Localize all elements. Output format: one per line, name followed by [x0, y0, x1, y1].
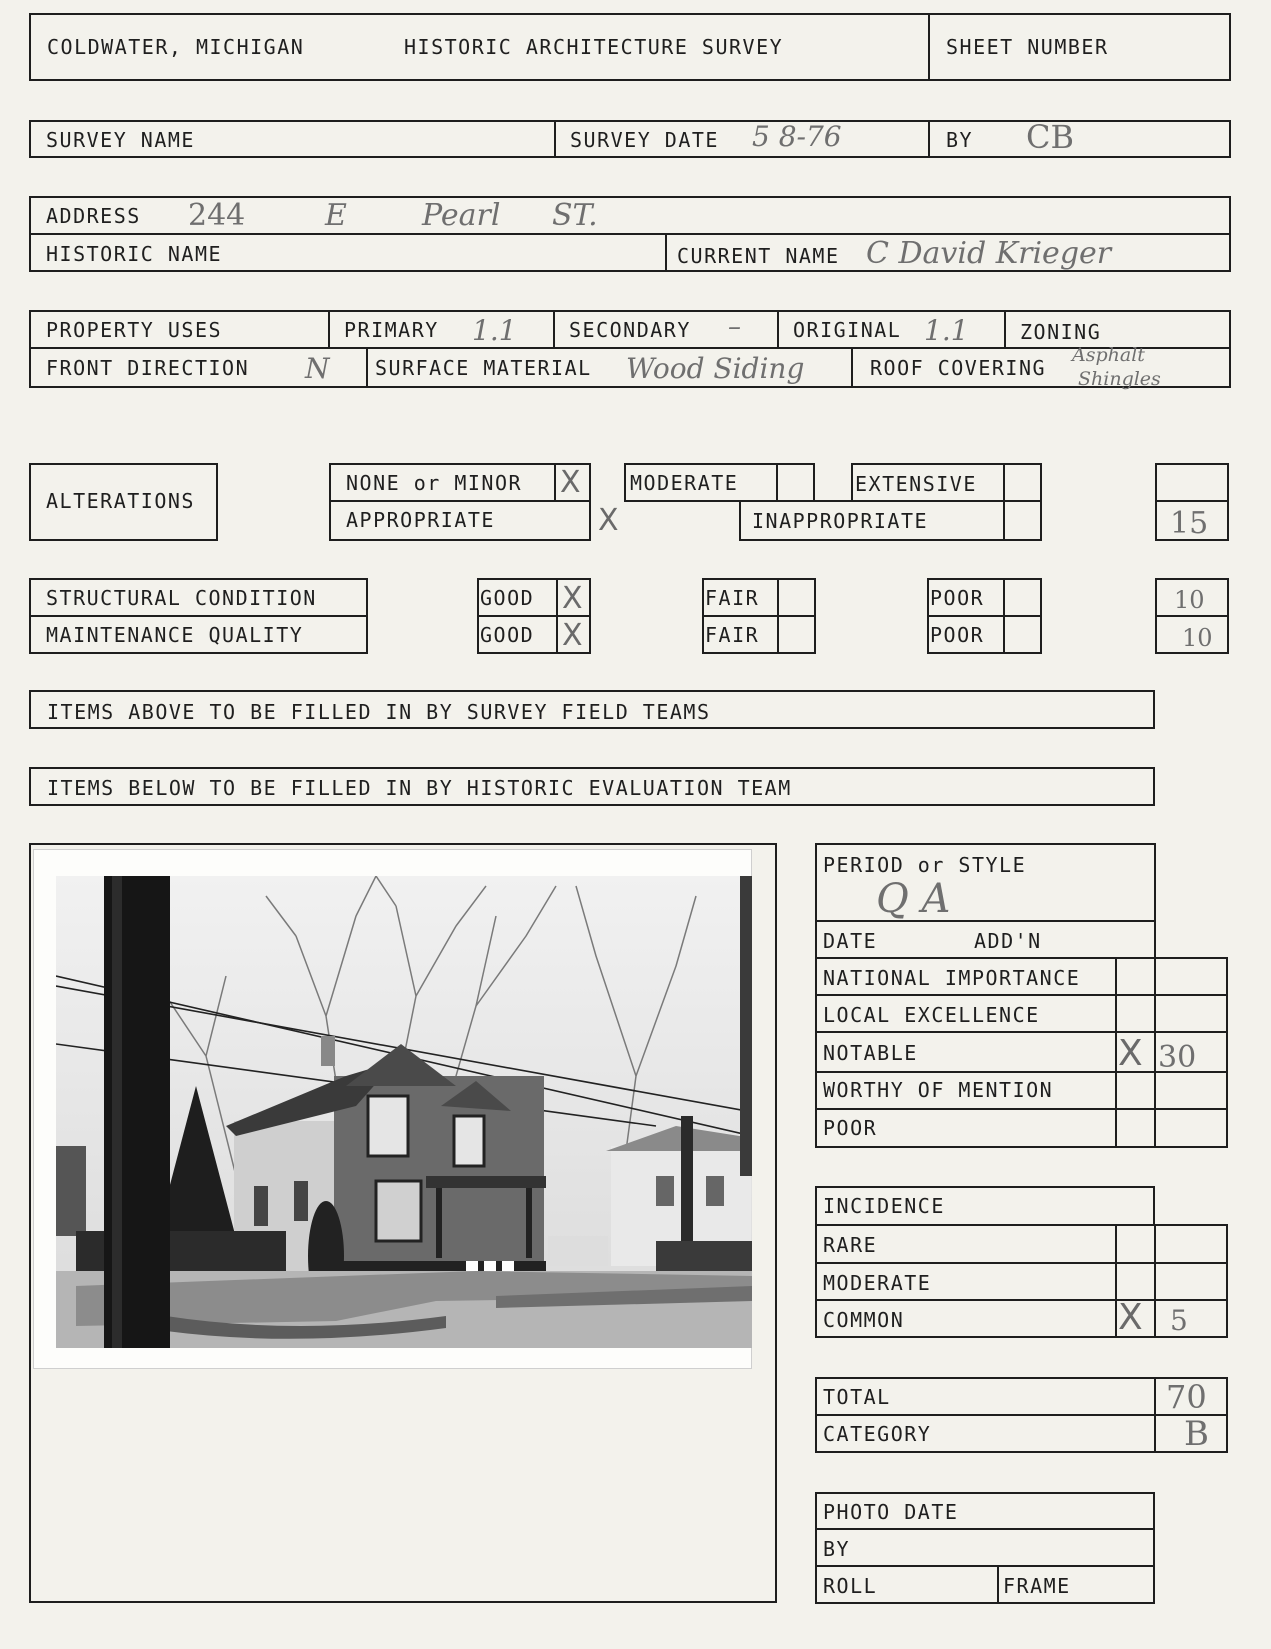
notable-score: 30: [1158, 1040, 1197, 1075]
notable-label: NOTABLE: [823, 1041, 918, 1065]
original-label: ORIGINAL: [793, 318, 902, 342]
structural-condition-label: STRUCTURAL CONDITION: [46, 586, 317, 610]
zoning-label: ZONING: [1020, 320, 1102, 344]
maintenance-score: 10: [1182, 624, 1213, 652]
current-name-label: CURRENT NAME: [677, 244, 840, 268]
structural-fair-label: FAIR: [705, 586, 760, 610]
header-title: HISTORIC ARCHITECTURE SURVEY: [404, 35, 784, 59]
worthy-of-mention-label: WORTHY OF MENTION: [823, 1078, 1054, 1102]
date-label: DATE: [823, 929, 878, 953]
category-value: B: [1184, 1414, 1209, 1454]
evaluation-team-banner: ITEMS BELOW TO BE FILLED IN BY HISTORIC EVALUATION TEAM: [47, 776, 792, 800]
address-direction: E: [325, 198, 347, 233]
rare-label: RARE: [823, 1233, 878, 1257]
front-direction-label: FRONT DIRECTION: [46, 356, 250, 380]
local-excellence-label: LOCAL EXCELLENCE: [823, 1003, 1040, 1027]
frame-label: FRAME: [1003, 1574, 1071, 1598]
eval-poor-label: POOR: [823, 1116, 878, 1140]
maintenance-poor-label: POOR: [930, 623, 985, 647]
address-street: Pearl: [422, 198, 501, 233]
roof-covering-value-2: Shingles: [1078, 368, 1161, 390]
original-value: 1.1: [924, 314, 969, 347]
roll-label: ROLL: [823, 1574, 878, 1598]
period-style-value: Q A: [876, 876, 951, 922]
common-label: COMMON: [823, 1308, 905, 1332]
common-mark: X: [1118, 1297, 1143, 1338]
secondary-label: SECONDARY: [569, 318, 691, 342]
structural-good-mark: X: [562, 581, 583, 616]
property-uses-label: PROPERTY USES: [46, 318, 223, 342]
address-suffix: ST.: [552, 198, 598, 233]
survey-date-label: SURVEY DATE: [570, 128, 719, 152]
primary-value: 1.1: [472, 314, 517, 347]
photo-by-label: BY: [823, 1537, 851, 1561]
house-photo: [56, 876, 752, 1348]
survey-by-label: BY: [946, 128, 974, 152]
current-name-value: C David Krieger: [866, 236, 1112, 271]
roof-covering-label: ROOF COVERING: [870, 356, 1047, 380]
historic-name-label: HISTORIC NAME: [46, 242, 223, 266]
house-photo-frame: [33, 849, 752, 1369]
extensive-label: EXTENSIVE: [855, 472, 977, 496]
addn-label: ADD'N: [974, 929, 1042, 953]
category-label: CATEGORY: [823, 1422, 932, 1446]
alterations-score: 15: [1170, 506, 1209, 541]
alt-moderate-label: MODERATE: [630, 471, 739, 495]
total-value: 70: [1166, 1378, 1207, 1416]
total-label: TOTAL: [823, 1385, 891, 1409]
surface-material-label: SURFACE MATERIAL: [375, 356, 592, 380]
header-location: COLDWATER, MICHIGAN: [47, 35, 305, 59]
common-score: 5: [1170, 1304, 1188, 1337]
structural-score: 10: [1174, 586, 1205, 614]
structural-poor-label: POOR: [930, 586, 985, 610]
roof-covering-value-1: Asphalt: [1072, 344, 1145, 366]
maintenance-good-label: GOOD: [480, 623, 535, 647]
maintenance-fair-label: FAIR: [705, 623, 760, 647]
secondary-value: –: [728, 312, 741, 342]
address-number: 244: [188, 198, 246, 233]
survey-by-value: CB: [1026, 118, 1074, 156]
appropriate-label: APPROPRIATE: [346, 508, 495, 532]
appropriate-mark: X: [598, 503, 619, 538]
none-minor-label: NONE or MINOR: [346, 471, 523, 495]
survey-name-label: SURVEY NAME: [46, 128, 195, 152]
field-teams-banner: ITEMS ABOVE TO BE FILLED IN BY SURVEY FIELD TEAMS: [47, 700, 711, 724]
survey-date-value: 5 8-76: [752, 120, 842, 153]
surface-material-value: Wood Siding: [626, 352, 805, 385]
none-minor-mark: X: [560, 465, 581, 500]
structural-good-label: GOOD: [480, 586, 535, 610]
incidence-moderate-label: MODERATE: [823, 1271, 932, 1295]
inappropriate-label: INAPPROPRIATE: [752, 509, 929, 533]
alterations-label: ALTERATIONS: [46, 489, 195, 513]
maintenance-good-mark: X: [562, 618, 583, 653]
front-direction-value: N: [305, 352, 330, 385]
address-label: ADDRESS: [46, 204, 141, 228]
primary-label: PRIMARY: [344, 318, 439, 342]
period-style-label: PERIOD or STYLE: [823, 853, 1027, 877]
notable-mark: X: [1118, 1033, 1143, 1074]
photo-date-label: PHOTO DATE: [823, 1500, 959, 1524]
maintenance-quality-label: MAINTENANCE QUALITY: [46, 623, 304, 647]
national-importance-label: NATIONAL IMPORTANCE: [823, 966, 1081, 990]
incidence-label: INCIDENCE: [823, 1194, 945, 1218]
sheet-number-label: SHEET NUMBER: [946, 35, 1109, 59]
